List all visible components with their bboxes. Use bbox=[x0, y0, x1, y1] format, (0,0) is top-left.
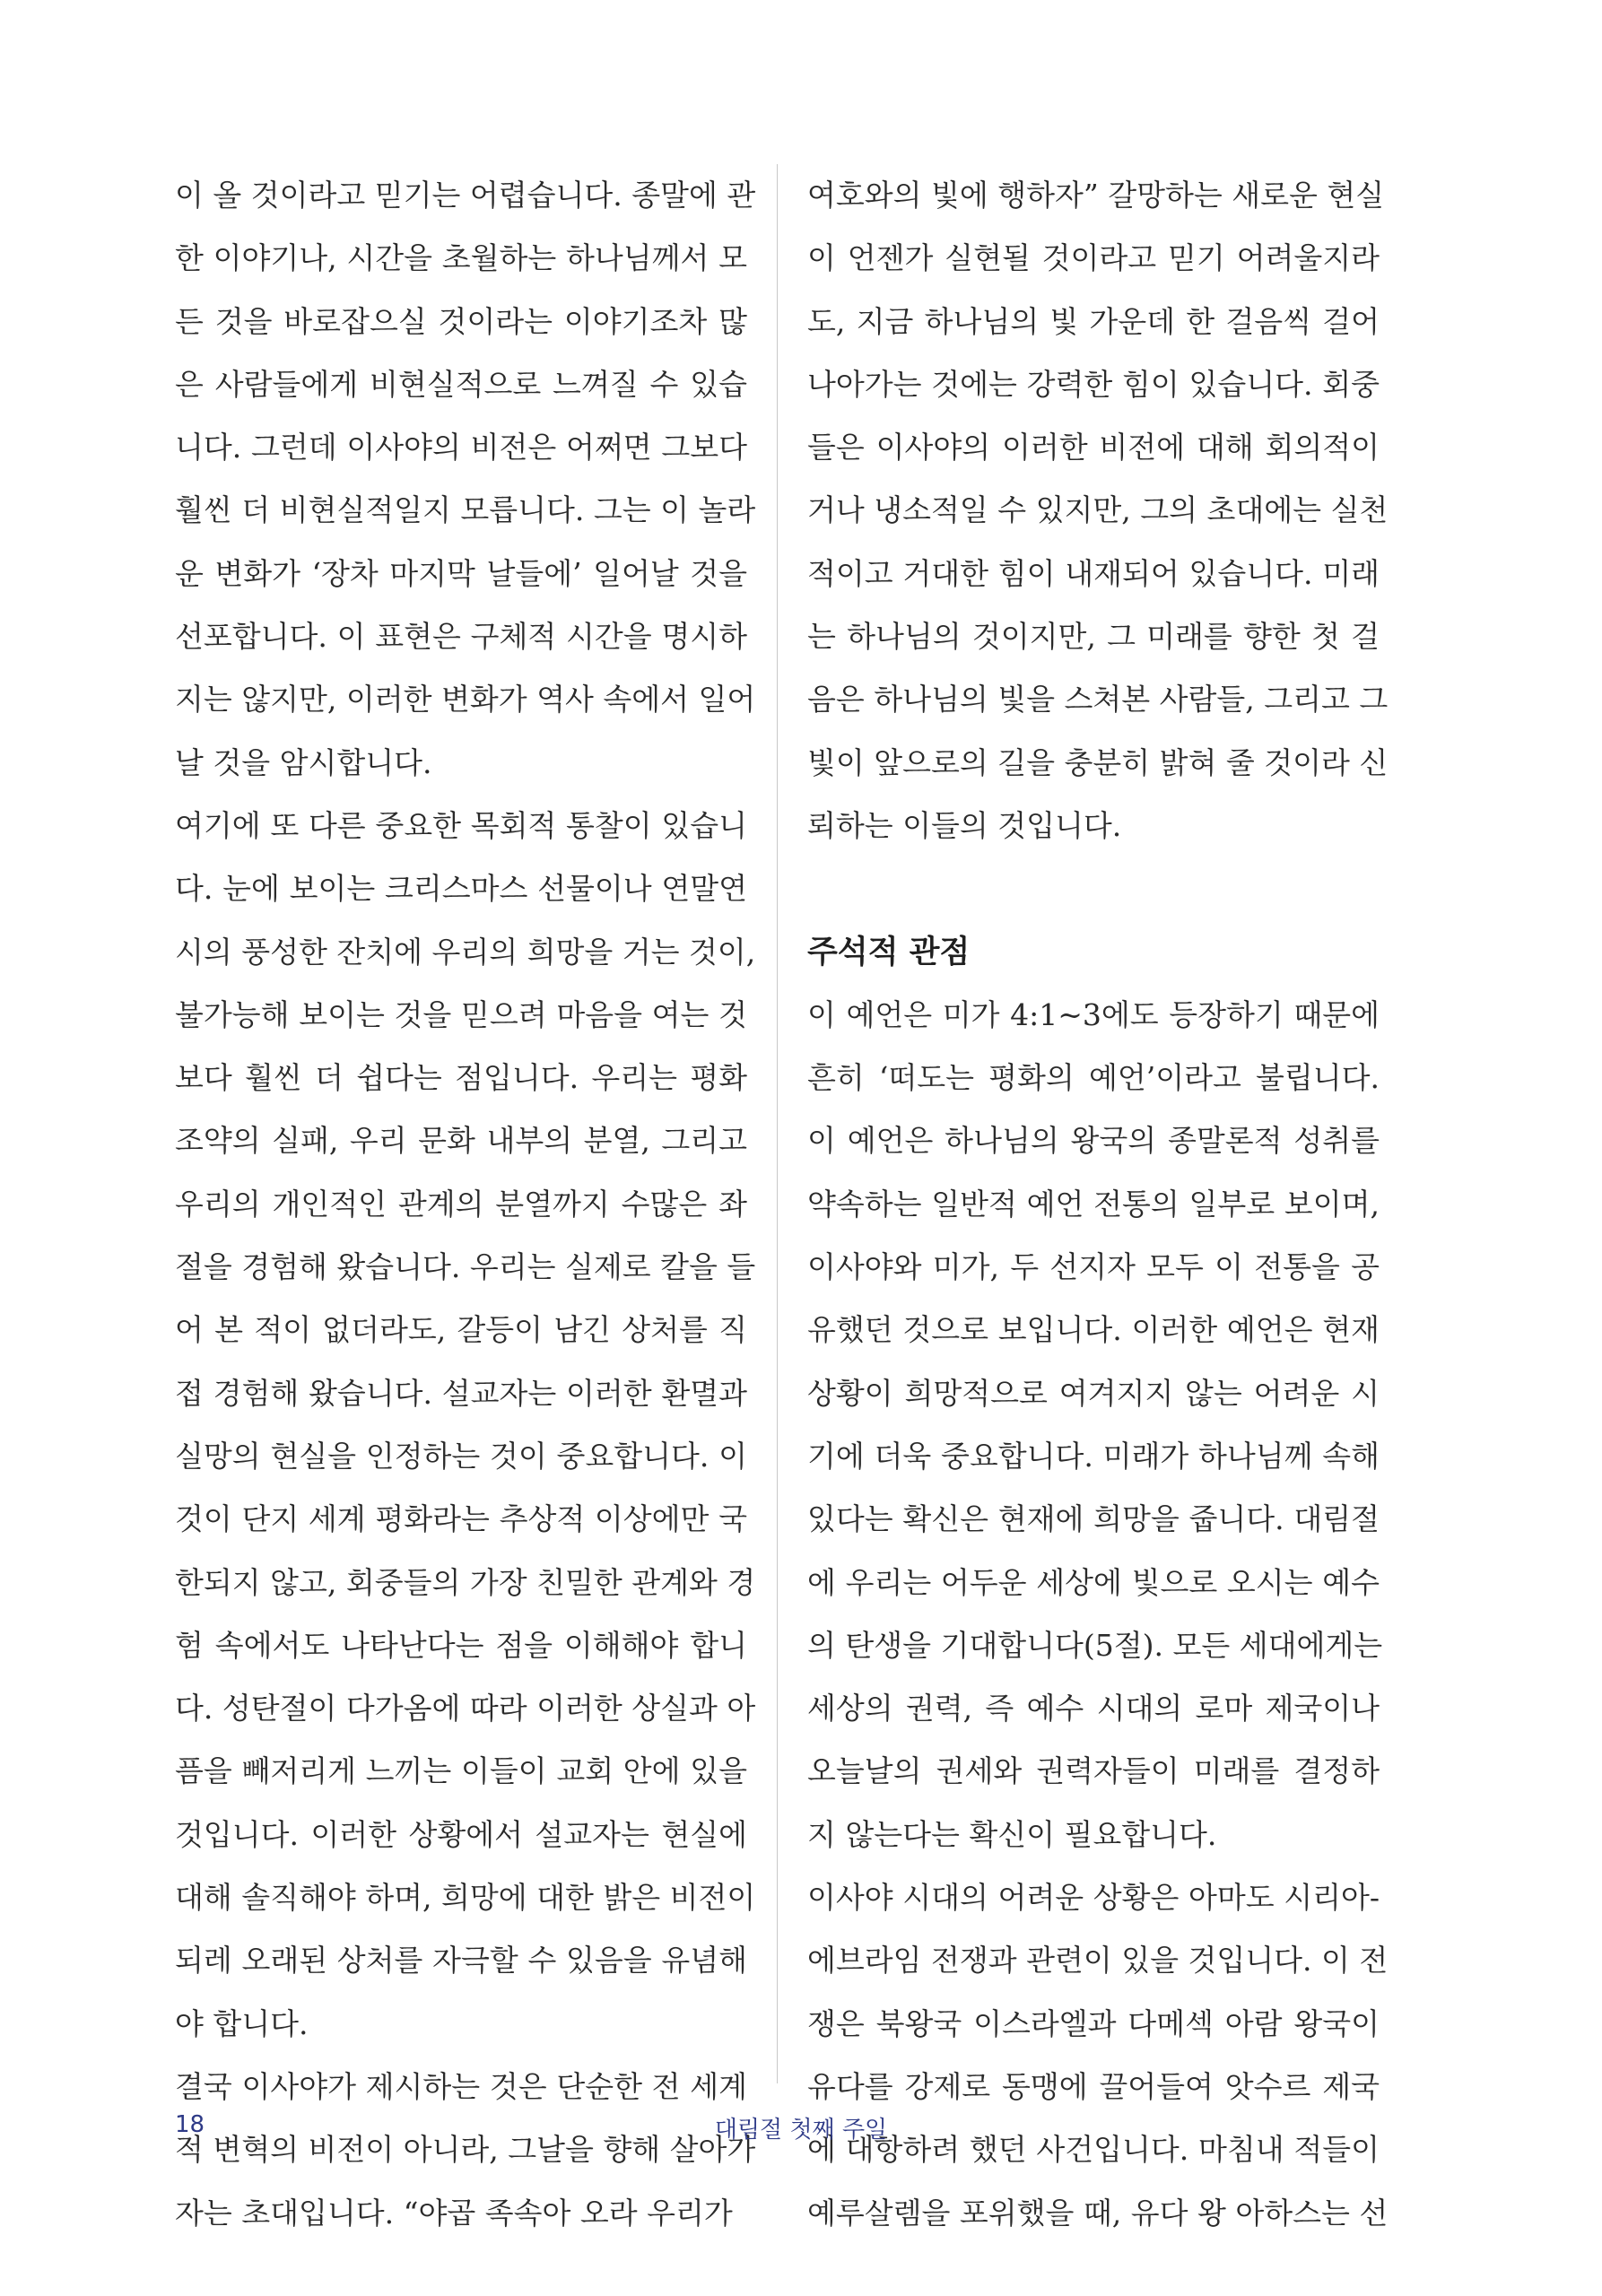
text-line: 의 탄생을 기대합니다(5절). 모든 세대에게는 bbox=[807, 1627, 1383, 1663]
text-line: 절을 경험해 왔습니다. 우리는 실제로 칼을 들 bbox=[175, 1249, 756, 1285]
text-line: 는 하나님의 것이지만, 그 미래를 향한 첫 걸 bbox=[807, 619, 1380, 655]
text-line: 조약의 실패, 우리 문화 내부의 분열, 그리고 bbox=[175, 1123, 747, 1159]
text-line: 에 우리는 어두운 세상에 빛으로 오시는 예수 bbox=[807, 1564, 1380, 1600]
text-line: 도, 지금 하나님의 빛 가운데 한 걸음씩 걸어 bbox=[807, 303, 1380, 339]
section-gap bbox=[807, 857, 1380, 920]
text-line: 은 사람들에게 비현실적으로 느껴질 수 있습 bbox=[175, 366, 747, 402]
text-line: 운 변화가 ‘장차 마지막 날들에’ 일어날 것을 bbox=[175, 555, 747, 591]
text-line: 적 변혁의 비전이 아니라, 그날을 향해 살아가 bbox=[175, 2132, 756, 2168]
text-line: 접 경험해 왔습니다. 설교자는 이러한 환멸과 bbox=[175, 1375, 747, 1411]
text-line: 거나 냉소적일 수 있지만, 그의 초대에는 실천 bbox=[807, 492, 1389, 528]
text-line: 쟁은 북왕국 이스라엘과 다메섹 아람 왕국이 bbox=[807, 2005, 1380, 2041]
text-line: 대해 솔직해야 하며, 희망에 대한 밝은 비전이 bbox=[175, 1880, 756, 1916]
left-column bbox=[175, 164, 756, 2245]
section-heading: 주석적 관점 bbox=[807, 934, 971, 970]
text-line: 자는 초대입니다. “야곱 족속아 오라 우리가 bbox=[175, 2195, 733, 2231]
text-line: 세상의 권력, 즉 예수 시대의 로마 제국이나 bbox=[807, 1691, 1380, 1726]
text-line: 야 합니다. bbox=[175, 2005, 309, 2041]
text-line: 선포합니다. 이 표현은 구체적 시간을 명시하 bbox=[175, 619, 747, 655]
footer-title: 대림절 첫째 주일 bbox=[714, 2117, 888, 2144]
text-line: 오늘날의 권세와 권력자들이 미래를 결정하 bbox=[807, 1753, 1380, 1789]
text-line: 이 예언은 하나님의 왕국의 종말론적 성취를 bbox=[807, 1123, 1380, 1159]
text-line: 다. 성탄절이 다가옴에 따라 이러한 상실과 아 bbox=[175, 1691, 756, 1726]
text-line: 보다 훨씬 더 쉽다는 점입니다. 우리는 평화 bbox=[175, 1060, 747, 1096]
right-column bbox=[807, 164, 1389, 2245]
text-line: 니다. 그런데 이사야의 비전은 어쩌면 그보다 bbox=[175, 430, 747, 465]
text-line: 이 올 것이라고 믿기는 어렵습니다. 종말에 관 bbox=[175, 178, 756, 213]
text-line: 유했던 것으로 보입니다. 이러한 예언은 현재 bbox=[807, 1312, 1380, 1348]
text-line: 흔히 ‘떠도는 평화의 예언’이라고 불립니다. bbox=[807, 1060, 1380, 1096]
text-line: 되레 오래된 상처를 자극할 수 있음을 유념해 bbox=[175, 1943, 747, 1979]
text-line: 훨씬 더 비현실적일지 모릅니다. 그는 이 놀라 bbox=[175, 492, 756, 528]
text-line: 험 속에서도 나타난다는 점을 이해해야 합니 bbox=[175, 1627, 747, 1663]
text-line: 여기에 또 다른 중요한 목회적 통찰이 있습니 bbox=[175, 807, 747, 843]
text-line: 약속하는 일반적 예언 전통의 일부로 보이며, bbox=[807, 1186, 1380, 1222]
text-line: 적이고 거대한 힘이 내재되어 있습니다. 미래 bbox=[807, 555, 1380, 591]
text-line: 픔을 빼저리게 느끼는 이들이 교회 안에 있을 bbox=[175, 1753, 747, 1789]
text-line: 있다는 확신은 현재에 희망을 줍니다. 대림절 bbox=[807, 1501, 1380, 1537]
text-line: 결국 이사야가 제시하는 것은 단순한 전 세계 bbox=[175, 2068, 747, 2104]
text-line: 이 예언은 미가 4:1~3에도 등장하기 때문에 bbox=[807, 996, 1380, 1032]
text-line: 우리의 개인적인 관계의 분열까지 수많은 좌 bbox=[175, 1186, 747, 1222]
text-line: 불가능해 보이는 것을 믿으려 마음을 여는 것 bbox=[175, 996, 747, 1032]
text-line: 어 본 적이 없더라도, 갈등이 남긴 상처를 직 bbox=[175, 1312, 747, 1348]
text-line: 다. 눈에 보이는 크리스마스 선물이나 연말연 bbox=[175, 871, 747, 907]
text-line: 시의 풍성한 잔치에 우리의 희망을 거는 것이, bbox=[175, 934, 756, 970]
text-line: 지 않는다는 확신이 필요합니다. bbox=[807, 1816, 1217, 1852]
text-line: 기에 더욱 중요합니다. 미래가 하나님께 속해 bbox=[807, 1438, 1380, 1474]
text-line: 이사야 시대의 어려운 상황은 아마도 시리아- bbox=[807, 1880, 1380, 1916]
text-line: 예루살렘을 포위했을 때, 유다 왕 아하스는 선 bbox=[807, 2195, 1389, 2231]
right-column-top-text bbox=[807, 164, 1389, 857]
text-line: 이사야와 미가, 두 선지자 모두 이 전통을 공 bbox=[807, 1249, 1380, 1285]
text-line: 여호와의 빛에 행하자” 갈망하는 새로운 현실 bbox=[807, 178, 1385, 213]
column-divider bbox=[777, 164, 778, 2083]
text-line: 음은 하나님의 빛을 스쳐본 사람들, 그리고 그 bbox=[807, 682, 1389, 718]
text-line: 유다를 강제로 동맹에 끌어들여 앗수르 제국 bbox=[807, 2068, 1380, 2104]
right-column-bottom-text bbox=[807, 984, 1389, 2245]
text-line: 것입니다. 이러한 상황에서 설교자는 현실에 bbox=[175, 1816, 747, 1852]
text-line: 상황이 희망적으로 여겨지지 않는 어려운 시 bbox=[807, 1375, 1380, 1411]
text-line: 빛이 앞으로의 길을 충분히 밝혀 줄 것이라 신 bbox=[807, 744, 1389, 780]
text-line: 에브라임 전쟁과 관련이 있을 것입니다. 이 전 bbox=[807, 1943, 1389, 1979]
text-line: 든 것을 바로잡으실 것이라는 이야기조차 많 bbox=[175, 303, 747, 339]
text-line: 날 것을 암시합니다. bbox=[175, 744, 432, 780]
text-line: 뢰하는 이들의 것입니다. bbox=[807, 807, 1122, 843]
page-number: 18 bbox=[175, 2111, 205, 2138]
text-line: 나아가는 것에는 강력한 힘이 있습니다. 회중 bbox=[807, 366, 1380, 402]
text-line: 한되지 않고, 회중들의 가장 친밀한 관계와 경 bbox=[175, 1564, 756, 1600]
text-line: 지는 않지만, 이러한 변화가 역사 속에서 일어 bbox=[175, 682, 756, 718]
text-line: 에 대항하려 했던 사건입니다. 마침내 적들이 bbox=[807, 2132, 1380, 2168]
text-line: 실망의 현실을 인정하는 것이 중요합니다. 이 bbox=[175, 1438, 747, 1474]
text-line: 이 언젠가 실현될 것이라고 믿기 어려울지라 bbox=[807, 240, 1380, 276]
text-line: 한 이야기나, 시간을 초월하는 하나님께서 모 bbox=[175, 240, 747, 276]
text-line: 들은 이사야의 이러한 비전에 대해 회의적이 bbox=[807, 430, 1380, 465]
text-line: 것이 단지 세계 평화라는 추상적 이상에만 국 bbox=[175, 1501, 747, 1537]
